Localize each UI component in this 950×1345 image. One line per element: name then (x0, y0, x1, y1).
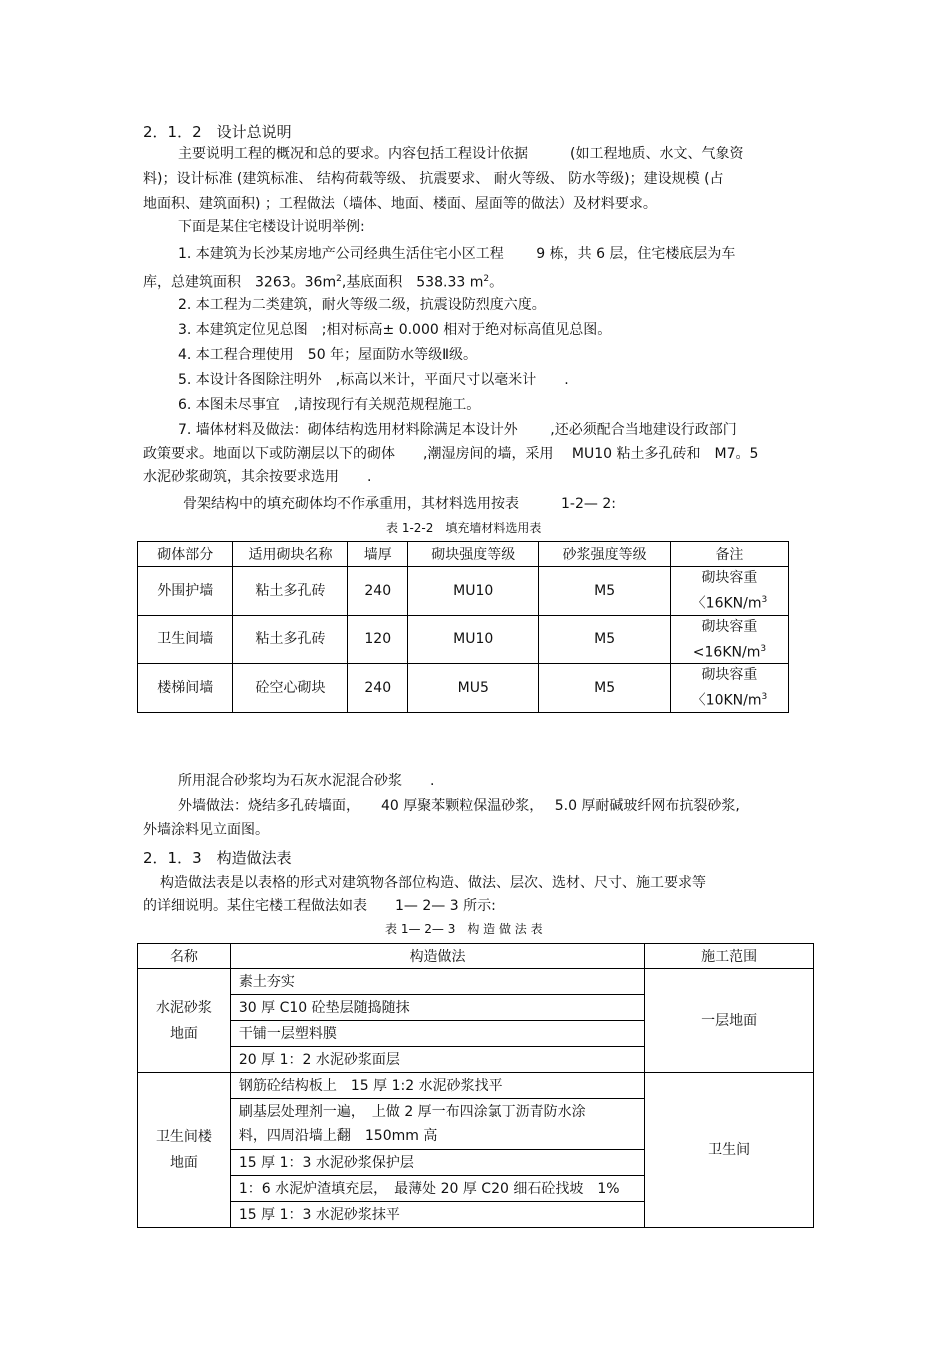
example-intro: 下面是某住宅楼设计说明举例: (178, 219, 365, 235)
table-cell: M5 (539, 664, 670, 713)
table-cell: 外围护墙 (138, 567, 233, 616)
note-cell: 砌块容重 〈$16KN/m^3$ (670, 567, 788, 616)
construction-intro: 构造做法表是以表格的形式对建筑物各部位构造、做法、层次、选材、尺寸、施工要求等 (160, 875, 706, 891)
header-cell: 适用砌块名称 (233, 542, 348, 567)
table-cell: 240 (348, 664, 408, 713)
step-cell: 15 厚 1：3 水泥砂浆保护层 (230, 1150, 644, 1176)
table-cell: 粘土多孔砖 (233, 615, 348, 664)
step-cell: 干铺一层塑料膜 (230, 1021, 644, 1047)
table-row (138, 567, 789, 616)
header-cell: 名称 (138, 944, 231, 969)
table-header-row (138, 944, 814, 969)
section-heading-2-1-3: 2．1．3 构造做法表 (143, 849, 292, 867)
step-cell: 30 厚 C10 砼垫层随捣随抹 (230, 995, 644, 1021)
step-cell: 刷基层处理剂一遍， 上做 2 厚一布四涂氯丁沥青防水涂 料，四周沿墙上翻 150mm 高 (230, 1099, 644, 1150)
table-cell: 楼梯间墙 (138, 664, 233, 713)
item-1-line: 1. 本建筑为长沙某房地产公司经典生活住宅小区工程 9 栋，共 6 层，住宅楼底层为车 (178, 246, 736, 262)
group-name-cell: 水泥砂浆 地面 (138, 969, 231, 1073)
step-cell: 20 厚 1：2 水泥砂浆面层 (230, 1047, 644, 1073)
item-7-line: 水泥砂浆砌筑，其余按要求选用 . (143, 469, 372, 485)
section-heading-2-1-2: 2．1．2 设计总说明 (143, 123, 292, 141)
table-row (138, 615, 789, 664)
note-cell: 砌块容重 〈$10KN/m^3$ (670, 664, 788, 713)
table-row (138, 969, 814, 995)
table-cell: MU5 (408, 664, 539, 713)
item-7-line: 7. 墙体材料及做法：砌体结构选用材料除满足本设计外 ,还必须配合当地建设行政部门 (178, 422, 737, 438)
table-cell: 240 (348, 567, 408, 616)
construction-method-table (137, 943, 814, 1228)
item-6: 6. 本图未尽事宜 ,请按现行有关规范规程施工。 (178, 397, 481, 413)
step-cell: 钢筋砼结构板上 15 厚 1:2 水泥砂浆找平 (230, 1073, 644, 1099)
item-2: 2. 本工程为二类建筑，耐火等级二级，抗震设防烈度六度。 (178, 297, 546, 313)
table-cell: MU10 (408, 567, 539, 616)
header-cell: 备注 (670, 542, 788, 567)
item-5: 5. 本设计各图除注明外 ,标高以米计，平面尺寸以毫米计 . (178, 372, 569, 388)
exterior-wall-line: 外墙做法：烧结多孔砖墙面， 40 厚聚苯颗粒保温砂浆， 5.0 厚耐碱玻纤网布抗裂砂浆, (178, 798, 740, 814)
step-cell: 1：6 水泥炉渣填充层， 最薄处 20 厚 C20 细石砼找坡 1% (230, 1176, 644, 1202)
mortar-note: 所用混合砂浆均为石灰水泥混合砂浆 . (178, 773, 435, 789)
table-caption: 表 1— 2— 3 构 造 做 法 表 (385, 922, 543, 936)
table-cell: 卫生间墙 (138, 615, 233, 664)
range-cell: 一层地面 (645, 969, 814, 1073)
intro-line: 地面积、建筑面积) ；工程做法（墙体、地面、楼面、屋面等的做法）及材料要求。 (143, 196, 657, 212)
frame-note: 骨架结构中的填充砌体均不作承重用，其材料选用按表 1-2— 2: (183, 496, 616, 512)
header-cell: 施工范围 (645, 944, 814, 969)
table-row (138, 664, 789, 713)
table-cell: 粘土多孔砖 (233, 567, 348, 616)
range-cell: 卫生间 (645, 1073, 814, 1228)
header-cell: 构造做法 (230, 944, 644, 969)
exterior-wall-line: 外墙涂料见立面图。 (143, 822, 269, 838)
item-4: 4. 本工程合理使用 50 年；屋面防水等级Ⅱ级。 (178, 347, 477, 363)
header-cell: 砌块强度等级 (408, 542, 539, 567)
intro-line: 主要说明工程的概况和总的要求。内容包括工程设计依据 (如工程地质、水文、气象资 (178, 146, 744, 162)
table-cell: 砼空心砌块 (233, 664, 348, 713)
table-cell: M5 (539, 567, 670, 616)
table-row (138, 1073, 814, 1099)
note-cell: 砌块容重 $<16KN/m^3$ (670, 615, 788, 664)
step-cell: 15 厚 1：3 水泥砂浆抹平 (230, 1202, 644, 1228)
item-1-line: 库，总建筑面积 3263。$36m^2$,基底面积 538.33 $m^2$。 (143, 274, 504, 291)
step-cell: 素土夯实 (230, 969, 644, 995)
table-cell: 120 (348, 615, 408, 664)
table-caption: 表 1-2-2 填充墙材料选用表 (386, 521, 542, 535)
construction-intro: 的详细说明。某住宅楼工程做法如表 1— 2— 3 所示: (143, 898, 496, 914)
group-name-cell: 卫生间楼 地面 (138, 1073, 231, 1228)
infill-wall-table (137, 541, 789, 713)
table-cell: MU10 (408, 615, 539, 664)
intro-line: 料)；设计标准 (建筑标准、 结构荷载等级、 抗震要求、 耐火等级、 防水等级)；建设规模 (占 (143, 171, 724, 187)
table-cell: M5 (539, 615, 670, 664)
table-header-row (138, 542, 789, 567)
item-7-line: 政策要求。地面以下或防潮层以下的砌体 ,潮湿房间的墙，采用 MU10 粘土多孔砖和 M7。5 (143, 446, 759, 462)
header-cell: 墙厚 (348, 542, 408, 567)
header-cell: 砂浆强度等级 (539, 542, 670, 567)
item-3: 3. 本建筑定位见总图 ;相对标高± 0.000 相对于绝对标高值见总图。 (178, 322, 612, 338)
header-cell: 砌体部分 (138, 542, 233, 567)
